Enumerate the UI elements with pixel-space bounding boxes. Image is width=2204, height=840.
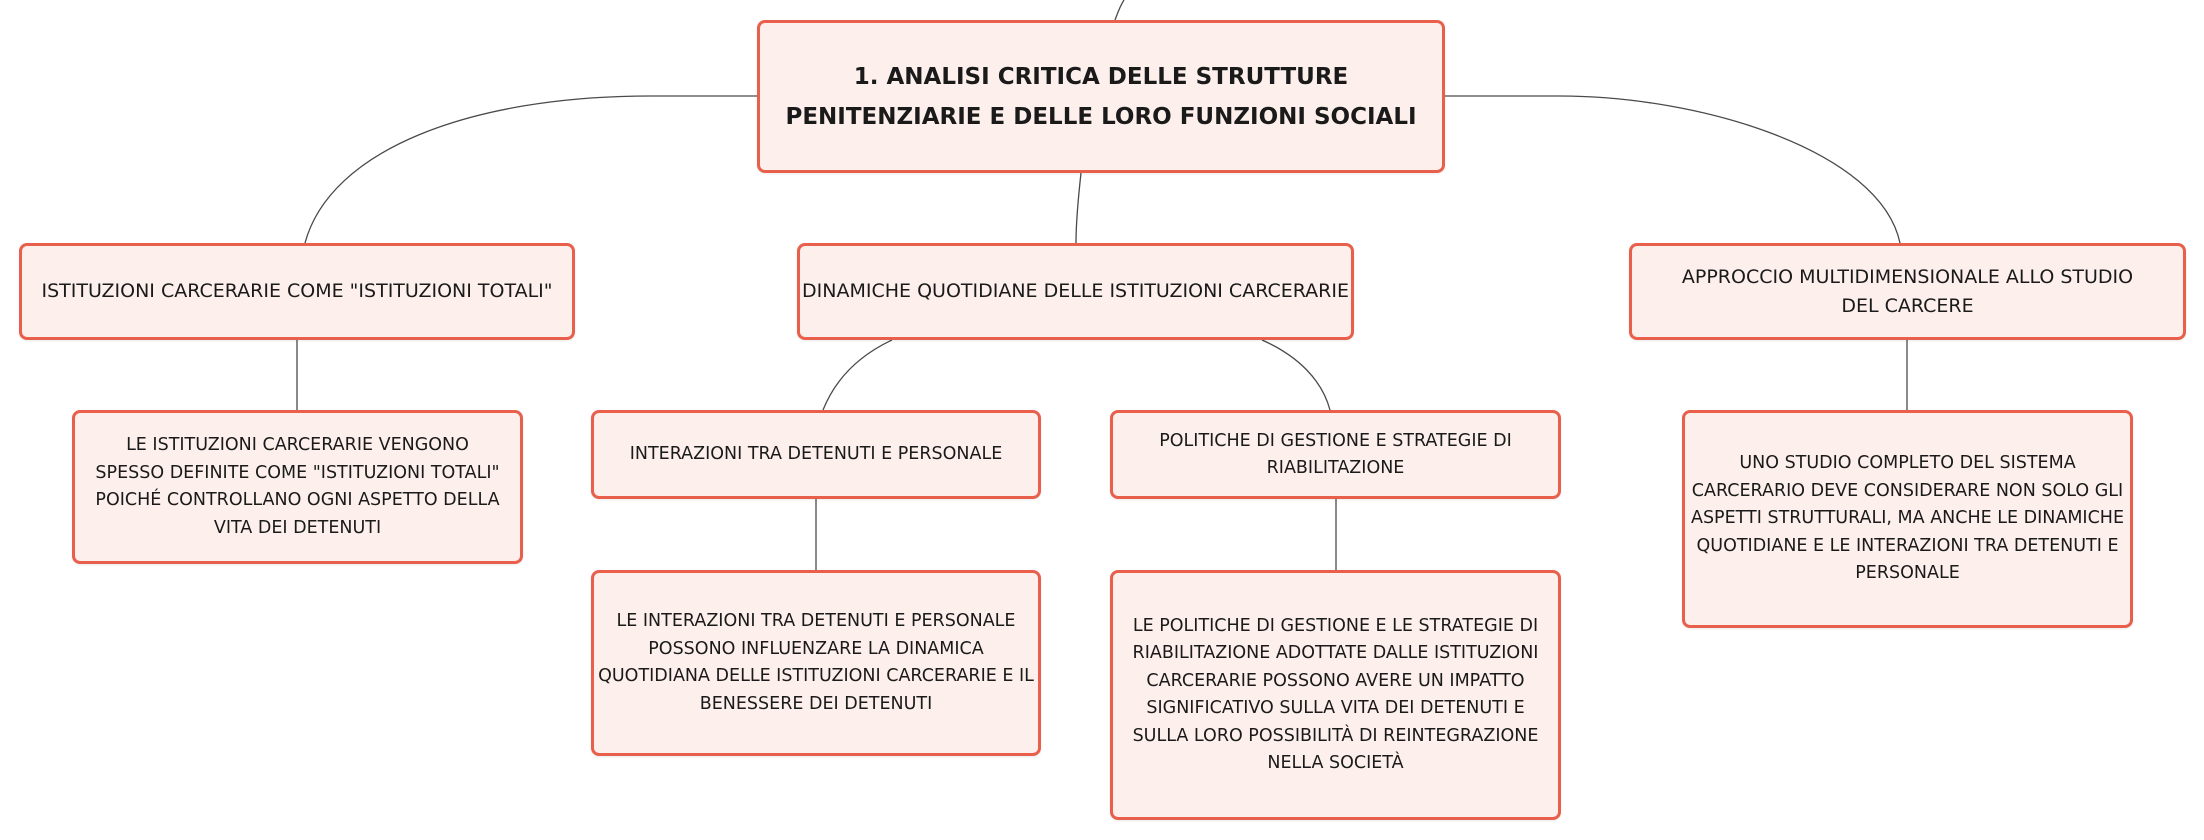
- detail-policies-text: LE POLITICHE DI GESTIONE E LE STRATEGIE DI RIABILITAZIONE ADOTTATE DALLE ISTITUZIONI CARCERARIE POSSONO AVERE UN IMPATTO SIGNIFICATIVO SULLA VITA DEI DETENUTI E SULLA LORO POSSIBILITÀ DI REINTEGRAZIONE NELLA SOCIETÀ: [1132, 615, 1539, 773]
- detail-multidimensional-approach-text: UNO STUDIO COMPLETO DEL SISTEMA CARCERARIO DEVE CONSIDERARE NON SOLO GLI ASPETTI STRUTTURALI, MA ANCHE LE DINAMICHE QUOTIDIANE E LE INTERAZIONI TRA DETENUTI E PERSONALE: [1690, 453, 2125, 584]
- detail-total-institutions-text: LE ISTITUZIONI CARCERARIE VENGONO SPESSO DEFINITE COME "ISTITUZIONI TOTALI" POICHÉ CONTROLLANO OGNI ASPETTO DELLA VITA DEI DETENUTI: [95, 435, 500, 538]
- branch-daily-dynamics[interactable]: [797, 243, 1354, 340]
- branch-multidimensional-approach-label: APPROCCIO MULTIDIMENSIONALE ALLO STUDIO DEL CARCERE: [1681, 265, 2134, 317]
- connector-root-parent: [1115, 0, 1124, 20]
- detail-multidimensional-approach[interactable]: [1682, 410, 2133, 628]
- connector-root-branch-middle: [1076, 173, 1081, 243]
- connector-middle-sub-right: [1262, 340, 1330, 410]
- subtopic-policies[interactable]: [1110, 410, 1561, 499]
- detail-interactions-text: LE INTERAZIONI TRA DETENUTI E PERSONALE POSSONO INFLUENZARE LA DINAMICA QUOTIDIANA DELLE ISTITUZIONI CARCERARIE E IL BENESSERE DEI DETENUTI: [598, 611, 1034, 714]
- branch-daily-dynamics-label: DINAMICHE QUOTIDIANE DELLE ISTITUZIONI CARCERARIE: [802, 280, 1349, 302]
- branch-multidimensional-approach[interactable]: [1629, 243, 2186, 340]
- subtopic-interactions[interactable]: [591, 410, 1041, 499]
- branch-total-institutions-label: ISTITUZIONI CARCERARIE COME "ISTITUZIONI TOTALI": [41, 280, 553, 302]
- detail-total-institutions[interactable]: [72, 410, 523, 564]
- branch-total-institutions[interactable]: [19, 243, 575, 340]
- connector-root-branch-right: [1445, 96, 1900, 243]
- root-topic[interactable]: [757, 20, 1445, 173]
- connector-root-branch-left: [305, 96, 757, 243]
- subtopic-policies-label: POLITICHE DI GESTIONE E STRATEGIE DI RIABILITAZIONE: [1159, 430, 1512, 478]
- subtopic-interactions-label: INTERAZIONI TRA DETENUTI E PERSONALE: [629, 444, 1003, 464]
- connector-middle-sub-left: [823, 340, 892, 410]
- detail-interactions[interactable]: [591, 570, 1041, 756]
- root-topic-label: 1. ANALISI CRITICA DELLE STRUTTURE PENITENZIARIE E DELLE LORO FUNZIONI SOCIALI: [785, 63, 1417, 130]
- detail-policies[interactable]: [1110, 570, 1561, 820]
